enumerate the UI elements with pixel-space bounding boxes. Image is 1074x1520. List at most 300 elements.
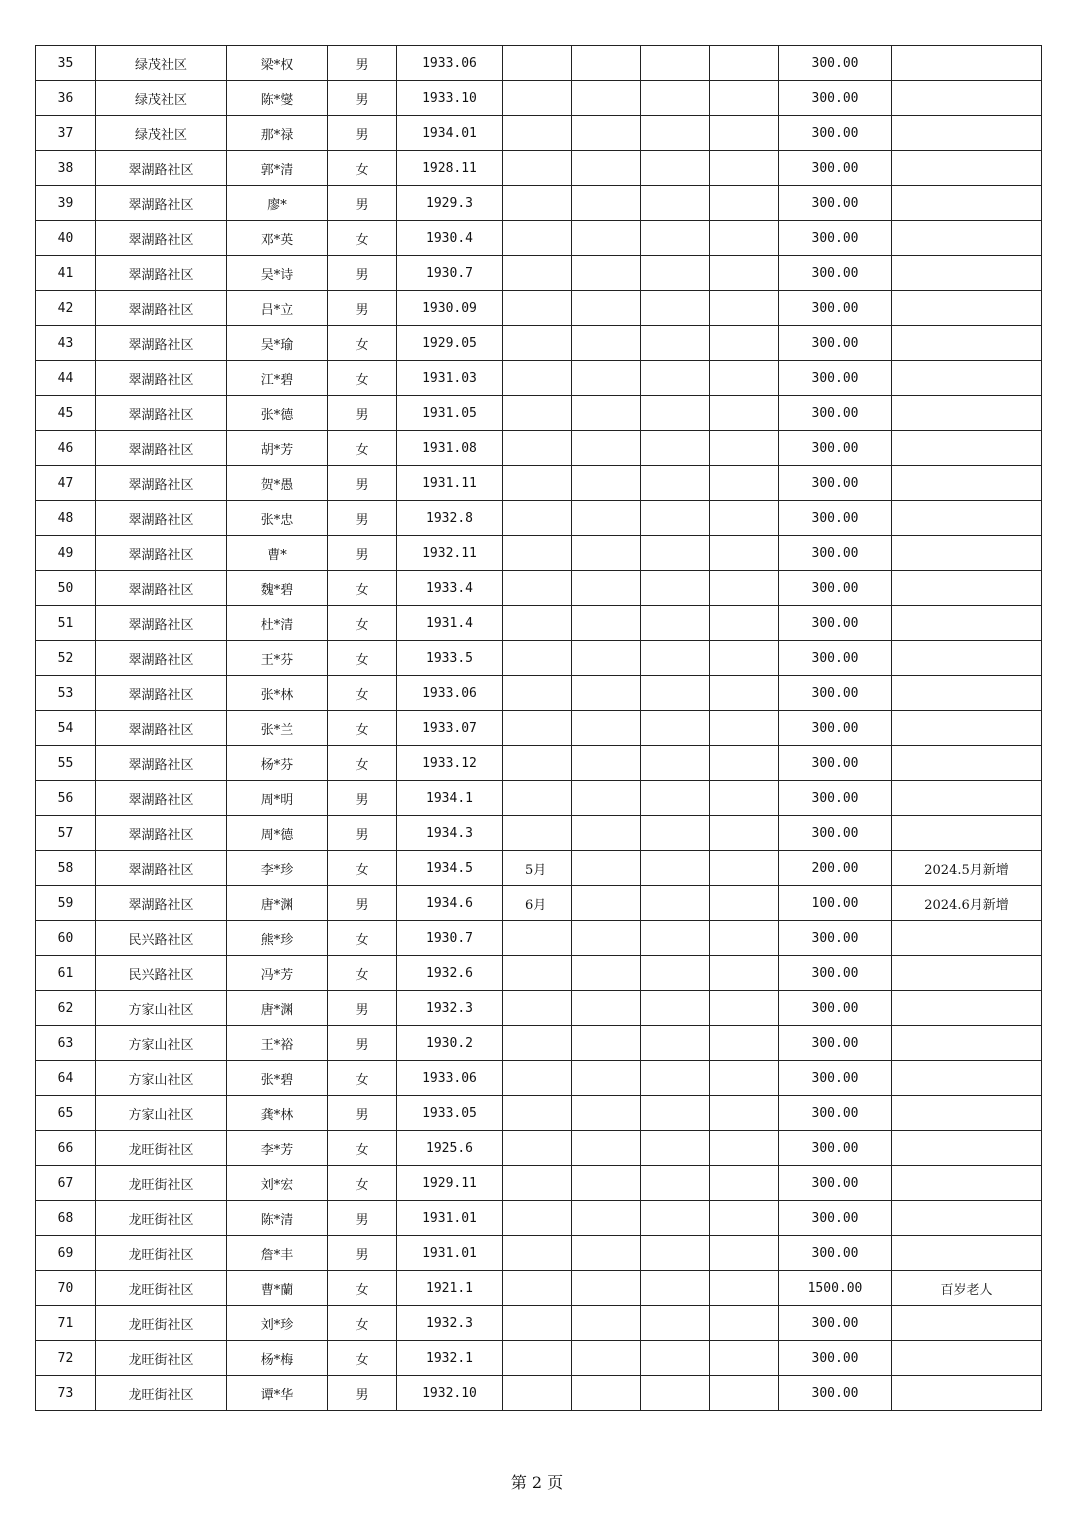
cell-month-1 (503, 1201, 572, 1236)
cell-remark (892, 746, 1042, 781)
table-row (36, 396, 1042, 431)
cell-birth-date: 1933.12 (397, 746, 503, 781)
cell-number: 68 (36, 1201, 96, 1236)
cell-amount: 300.00 (779, 1341, 892, 1376)
cell-month-4 (710, 1306, 779, 1341)
cell-month-4 (710, 991, 779, 1026)
cell-month-1 (503, 361, 572, 396)
cell-amount: 300.00 (779, 1026, 892, 1061)
cell-name: 唐*渊 (227, 886, 328, 921)
cell-month-3 (641, 536, 710, 571)
cell-month-2 (572, 116, 641, 151)
cell-amount: 300.00 (779, 256, 892, 291)
cell-birth-date: 1933.06 (397, 46, 503, 81)
roster-table (35, 45, 1042, 1411)
cell-number: 38 (36, 151, 96, 186)
cell-community: 翠湖路社区 (96, 571, 227, 606)
cell-month-4 (710, 746, 779, 781)
cell-number: 55 (36, 746, 96, 781)
cell-remark (892, 921, 1042, 956)
cell-month-1 (503, 1376, 572, 1411)
cell-gender: 女 (328, 1306, 397, 1341)
cell-gender: 女 (328, 746, 397, 781)
cell-remark (892, 46, 1042, 81)
cell-remark (892, 361, 1042, 396)
table-row (36, 711, 1042, 746)
cell-remark: 百岁老人 (892, 1271, 1042, 1306)
cell-community: 翠湖路社区 (96, 256, 227, 291)
cell-month-1 (503, 116, 572, 151)
cell-month-1 (503, 1236, 572, 1271)
cell-birth-date: 1933.5 (397, 641, 503, 676)
cell-gender: 男 (328, 1236, 397, 1271)
cell-remark (892, 501, 1042, 536)
cell-birth-date: 1930.4 (397, 221, 503, 256)
cell-community: 翠湖路社区 (96, 291, 227, 326)
cell-month-3 (641, 466, 710, 501)
cell-gender: 女 (328, 431, 397, 466)
cell-gender: 女 (328, 361, 397, 396)
cell-gender: 男 (328, 781, 397, 816)
cell-birth-date: 1932.8 (397, 501, 503, 536)
cell-month-3 (641, 81, 710, 116)
cell-month-2 (572, 1096, 641, 1131)
table-row (36, 851, 1042, 886)
cell-community: 民兴路社区 (96, 956, 227, 991)
cell-name: 吴*诗 (227, 256, 328, 291)
table-row (36, 186, 1042, 221)
table-row (36, 291, 1042, 326)
cell-month-2 (572, 1026, 641, 1061)
cell-month-3 (641, 1096, 710, 1131)
cell-gender: 女 (328, 1166, 397, 1201)
cell-gender: 男 (328, 1201, 397, 1236)
cell-number: 59 (36, 886, 96, 921)
cell-name: 胡*芳 (227, 431, 328, 466)
cell-month-1 (503, 431, 572, 466)
cell-month-1 (503, 1306, 572, 1341)
cell-month-2 (572, 221, 641, 256)
cell-number: 65 (36, 1096, 96, 1131)
cell-birth-date: 1931.05 (397, 396, 503, 431)
cell-remark (892, 1341, 1042, 1376)
cell-birth-date: 1932.3 (397, 1306, 503, 1341)
cell-remark (892, 256, 1042, 291)
cell-amount: 300.00 (779, 816, 892, 851)
cell-month-3 (641, 1236, 710, 1271)
cell-name: 詹*丰 (227, 1236, 328, 1271)
cell-month-4 (710, 1061, 779, 1096)
cell-number: 69 (36, 1236, 96, 1271)
cell-community: 翠湖路社区 (96, 396, 227, 431)
cell-number: 36 (36, 81, 96, 116)
cell-month-2 (572, 956, 641, 991)
cell-month-1 (503, 956, 572, 991)
cell-remark (892, 116, 1042, 151)
cell-name: 冯*芳 (227, 956, 328, 991)
cell-amount: 300.00 (779, 291, 892, 326)
cell-remark (892, 1166, 1042, 1201)
cell-name: 魏*碧 (227, 571, 328, 606)
cell-name: 廖* (227, 186, 328, 221)
cell-remark: 2024.5月新增 (892, 851, 1042, 886)
table-row (36, 46, 1042, 81)
cell-month-1 (503, 46, 572, 81)
cell-community: 翠湖路社区 (96, 361, 227, 396)
cell-month-1 (503, 1166, 572, 1201)
cell-community: 翠湖路社区 (96, 186, 227, 221)
cell-gender: 女 (328, 851, 397, 886)
cell-month-4 (710, 1131, 779, 1166)
cell-gender: 女 (328, 641, 397, 676)
cell-gender: 女 (328, 221, 397, 256)
cell-remark (892, 571, 1042, 606)
cell-month-4 (710, 151, 779, 186)
cell-amount: 300.00 (779, 221, 892, 256)
cell-number: 40 (36, 221, 96, 256)
cell-gender: 女 (328, 711, 397, 746)
cell-remark (892, 641, 1042, 676)
cell-birth-date: 1921.1 (397, 1271, 503, 1306)
cell-gender: 男 (328, 886, 397, 921)
cell-remark (892, 816, 1042, 851)
table-row (36, 1166, 1042, 1201)
cell-number: 67 (36, 1166, 96, 1201)
cell-community: 龙旺街社区 (96, 1376, 227, 1411)
cell-number: 62 (36, 991, 96, 1026)
cell-month-3 (641, 431, 710, 466)
cell-gender: 女 (328, 921, 397, 956)
cell-birth-date: 1934.5 (397, 851, 503, 886)
cell-month-3 (641, 46, 710, 81)
cell-month-1 (503, 781, 572, 816)
table-row (36, 1096, 1042, 1131)
cell-birth-date: 1932.6 (397, 956, 503, 991)
cell-month-4 (710, 676, 779, 711)
cell-name: 周*明 (227, 781, 328, 816)
cell-gender: 男 (328, 991, 397, 1026)
cell-month-2 (572, 1306, 641, 1341)
table-row (36, 361, 1042, 396)
cell-month-1 (503, 676, 572, 711)
cell-month-3 (641, 676, 710, 711)
cell-month-4 (710, 1271, 779, 1306)
cell-community: 翠湖路社区 (96, 606, 227, 641)
cell-birth-date: 1931.01 (397, 1201, 503, 1236)
cell-month-1 (503, 1131, 572, 1166)
cell-month-3 (641, 1131, 710, 1166)
cell-community: 方家山社区 (96, 1061, 227, 1096)
cell-community: 龙旺街社区 (96, 1306, 227, 1341)
cell-month-1 (503, 1341, 572, 1376)
cell-name: 李*芳 (227, 1131, 328, 1166)
cell-month-3 (641, 1341, 710, 1376)
cell-remark (892, 431, 1042, 466)
cell-month-2 (572, 746, 641, 781)
cell-remark (892, 711, 1042, 746)
cell-birth-date: 1930.7 (397, 921, 503, 956)
table-row (36, 991, 1042, 1026)
cell-name: 江*碧 (227, 361, 328, 396)
cell-amount: 300.00 (779, 1236, 892, 1271)
cell-gender: 女 (328, 151, 397, 186)
cell-name: 李*珍 (227, 851, 328, 886)
cell-name: 陈*燮 (227, 81, 328, 116)
cell-month-3 (641, 256, 710, 291)
cell-month-1 (503, 291, 572, 326)
cell-name: 那*禄 (227, 116, 328, 151)
cell-month-4 (710, 1026, 779, 1061)
cell-number: 47 (36, 466, 96, 501)
cell-community: 翠湖路社区 (96, 466, 227, 501)
cell-birth-date: 1932.3 (397, 991, 503, 1026)
cell-remark (892, 1376, 1042, 1411)
cell-name: 郭*清 (227, 151, 328, 186)
cell-month-4 (710, 431, 779, 466)
cell-number: 60 (36, 921, 96, 956)
cell-amount: 300.00 (779, 396, 892, 431)
table-row (36, 746, 1042, 781)
cell-community: 龙旺街社区 (96, 1166, 227, 1201)
cell-birth-date: 1930.09 (397, 291, 503, 326)
cell-month-2 (572, 256, 641, 291)
cell-month-2 (572, 711, 641, 746)
cell-month-4 (710, 921, 779, 956)
cell-birth-date: 1929.05 (397, 326, 503, 361)
cell-remark (892, 991, 1042, 1026)
cell-remark: 2024.6月新增 (892, 886, 1042, 921)
cell-remark (892, 781, 1042, 816)
cell-month-3 (641, 711, 710, 746)
cell-gender: 男 (328, 291, 397, 326)
cell-amount: 300.00 (779, 1131, 892, 1166)
cell-name: 唐*渊 (227, 991, 328, 1026)
cell-month-2 (572, 466, 641, 501)
cell-gender: 男 (328, 256, 397, 291)
cell-month-4 (710, 816, 779, 851)
cell-month-1 (503, 641, 572, 676)
cell-month-4 (710, 116, 779, 151)
cell-name: 杜*清 (227, 606, 328, 641)
cell-amount: 300.00 (779, 641, 892, 676)
page-number: 第 2 页 (510, 1473, 564, 1492)
cell-birth-date: 1934.1 (397, 781, 503, 816)
cell-month-1 (503, 1061, 572, 1096)
cell-name: 张*忠 (227, 501, 328, 536)
cell-community: 翠湖路社区 (96, 816, 227, 851)
cell-community: 绿茂社区 (96, 46, 227, 81)
cell-month-2 (572, 326, 641, 361)
table-row (36, 1201, 1042, 1236)
cell-name: 熊*珍 (227, 921, 328, 956)
cell-month-2 (572, 291, 641, 326)
cell-name: 吴*瑜 (227, 326, 328, 361)
cell-month-1 (503, 991, 572, 1026)
cell-amount: 300.00 (779, 326, 892, 361)
table-row (36, 921, 1042, 956)
table-row (36, 1306, 1042, 1341)
cell-month-3 (641, 851, 710, 886)
cell-month-1 (503, 186, 572, 221)
table-row (36, 1271, 1042, 1306)
cell-community: 翠湖路社区 (96, 326, 227, 361)
cell-community: 方家山社区 (96, 991, 227, 1026)
cell-month-3 (641, 186, 710, 221)
cell-month-4 (710, 571, 779, 606)
cell-birth-date: 1933.4 (397, 571, 503, 606)
cell-name: 谭*华 (227, 1376, 328, 1411)
cell-gender: 女 (328, 326, 397, 361)
cell-amount: 300.00 (779, 956, 892, 991)
cell-number: 39 (36, 186, 96, 221)
cell-community: 龙旺街社区 (96, 1131, 227, 1166)
table-row (36, 466, 1042, 501)
cell-number: 70 (36, 1271, 96, 1306)
cell-name: 陈*清 (227, 1201, 328, 1236)
cell-gender: 男 (328, 81, 397, 116)
cell-month-4 (710, 1376, 779, 1411)
table-row (36, 1061, 1042, 1096)
cell-gender: 男 (328, 46, 397, 81)
cell-month-2 (572, 641, 641, 676)
cell-amount: 300.00 (779, 746, 892, 781)
cell-remark (892, 81, 1042, 116)
cell-name: 曹*蘭 (227, 1271, 328, 1306)
cell-birth-date: 1929.3 (397, 186, 503, 221)
table-row (36, 326, 1042, 361)
cell-month-3 (641, 361, 710, 396)
cell-month-4 (710, 851, 779, 886)
cell-name: 刘*珍 (227, 1306, 328, 1341)
table-row (36, 221, 1042, 256)
table-row (36, 781, 1042, 816)
table-row (36, 571, 1042, 606)
cell-month-4 (710, 606, 779, 641)
cell-month-2 (572, 606, 641, 641)
table-row (36, 116, 1042, 151)
cell-community: 翠湖路社区 (96, 851, 227, 886)
cell-month-3 (641, 116, 710, 151)
cell-community: 翠湖路社区 (96, 746, 227, 781)
cell-month-1 (503, 571, 572, 606)
cell-month-3 (641, 1376, 710, 1411)
cell-month-2 (572, 781, 641, 816)
cell-remark (892, 186, 1042, 221)
cell-number: 37 (36, 116, 96, 151)
cell-birth-date: 1933.06 (397, 676, 503, 711)
cell-gender: 女 (328, 606, 397, 641)
cell-birth-date: 1931.4 (397, 606, 503, 641)
cell-month-1 (503, 151, 572, 186)
cell-month-3 (641, 886, 710, 921)
cell-community: 方家山社区 (96, 1096, 227, 1131)
cell-month-2 (572, 151, 641, 186)
cell-gender: 女 (328, 1271, 397, 1306)
cell-month-4 (710, 1201, 779, 1236)
cell-month-2 (572, 1061, 641, 1096)
cell-month-2 (572, 1236, 641, 1271)
cell-month-3 (641, 1271, 710, 1306)
cell-community: 翠湖路社区 (96, 221, 227, 256)
cell-month-3 (641, 746, 710, 781)
cell-amount: 300.00 (779, 46, 892, 81)
cell-gender: 女 (328, 676, 397, 711)
cell-number: 66 (36, 1131, 96, 1166)
cell-month-2 (572, 991, 641, 1026)
cell-month-3 (641, 1166, 710, 1201)
cell-month-2 (572, 501, 641, 536)
cell-amount: 300.00 (779, 431, 892, 466)
cell-name: 王*裕 (227, 1026, 328, 1061)
cell-month-2 (572, 536, 641, 571)
cell-gender: 女 (328, 1131, 397, 1166)
cell-month-1 (503, 1026, 572, 1061)
cell-name: 杨*梅 (227, 1341, 328, 1376)
cell-birth-date: 1932.10 (397, 1376, 503, 1411)
cell-month-2 (572, 886, 641, 921)
cell-community: 龙旺街社区 (96, 1341, 227, 1376)
cell-community: 翠湖路社区 (96, 886, 227, 921)
cell-month-4 (710, 501, 779, 536)
cell-name: 张*兰 (227, 711, 328, 746)
table-row (36, 256, 1042, 291)
cell-community: 翠湖路社区 (96, 781, 227, 816)
cell-month-3 (641, 1061, 710, 1096)
cell-month-3 (641, 991, 710, 1026)
cell-name: 周*德 (227, 816, 328, 851)
cell-month-1 (503, 326, 572, 361)
cell-month-3 (641, 1306, 710, 1341)
cell-month-2 (572, 816, 641, 851)
cell-number: 48 (36, 501, 96, 536)
cell-number: 45 (36, 396, 96, 431)
cell-month-3 (641, 956, 710, 991)
cell-birth-date: 1925.6 (397, 1131, 503, 1166)
cell-amount: 300.00 (779, 676, 892, 711)
cell-number: 57 (36, 816, 96, 851)
cell-month-1 (503, 501, 572, 536)
cell-number: 50 (36, 571, 96, 606)
cell-number: 73 (36, 1376, 96, 1411)
cell-month-3 (641, 221, 710, 256)
table-row (36, 536, 1042, 571)
cell-month-3 (641, 921, 710, 956)
cell-number: 52 (36, 641, 96, 676)
cell-birth-date: 1930.2 (397, 1026, 503, 1061)
cell-birth-date: 1931.01 (397, 1236, 503, 1271)
cell-amount: 300.00 (779, 1376, 892, 1411)
cell-birth-date: 1931.03 (397, 361, 503, 396)
cell-month-4 (710, 396, 779, 431)
cell-number: 64 (36, 1061, 96, 1096)
cell-month-1 (503, 816, 572, 851)
cell-month-4 (710, 1166, 779, 1201)
cell-birth-date: 1933.10 (397, 81, 503, 116)
cell-month-2 (572, 676, 641, 711)
cell-remark (892, 326, 1042, 361)
cell-name: 张*德 (227, 396, 328, 431)
cell-month-4 (710, 46, 779, 81)
cell-month-4 (710, 956, 779, 991)
cell-number: 35 (36, 46, 96, 81)
cell-month-4 (710, 1096, 779, 1131)
cell-remark (892, 676, 1042, 711)
cell-month-4 (710, 781, 779, 816)
cell-month-4 (710, 326, 779, 361)
roster-body (36, 46, 1042, 1411)
cell-birth-date: 1933.05 (397, 1096, 503, 1131)
cell-month-3 (641, 396, 710, 431)
